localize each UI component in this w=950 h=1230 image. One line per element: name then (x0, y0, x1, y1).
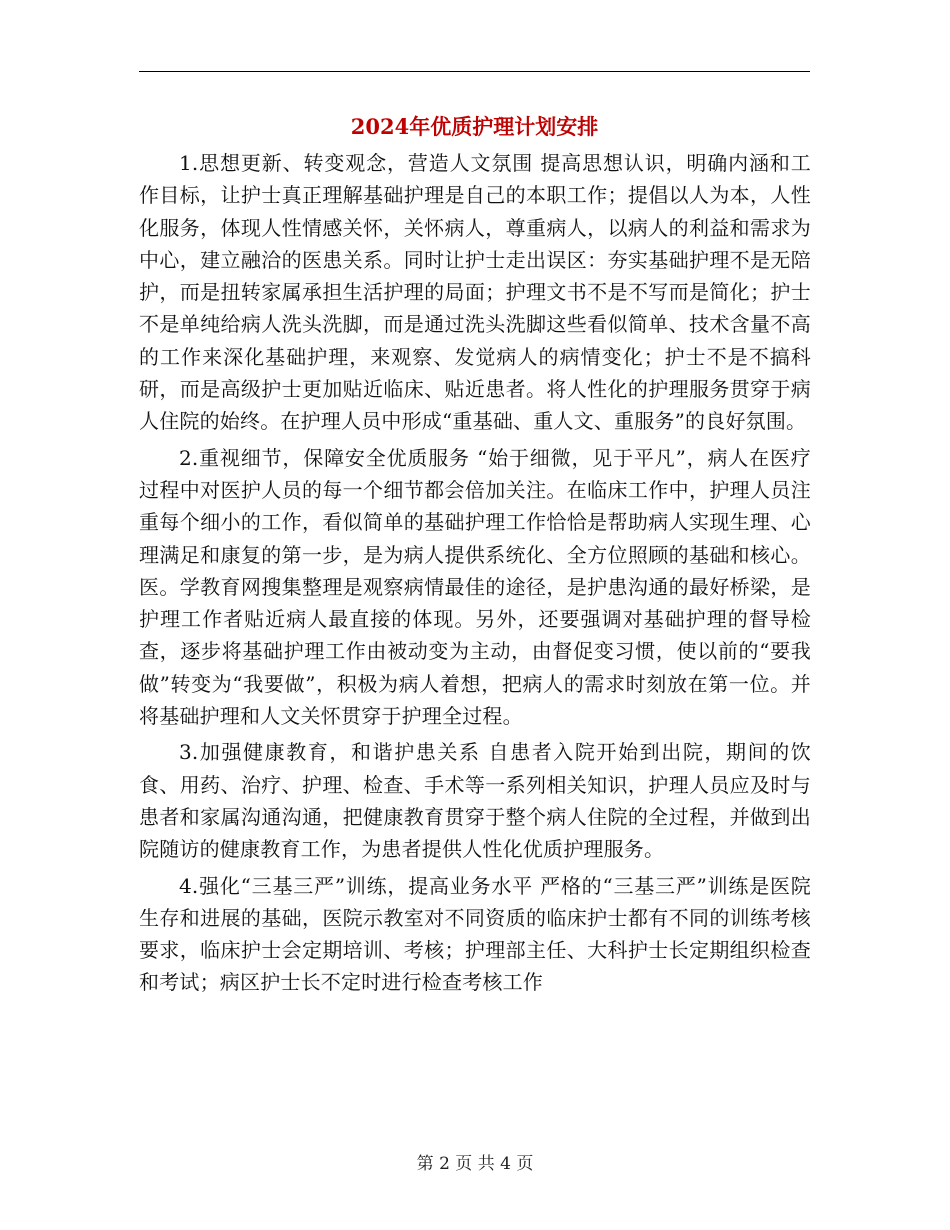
paragraph-1: 1.思想更新、转变观念，营造人文氛围 提高思想认识，明确内涵和工作目标，让护士真正理解基础护理是自己的本职工作；提倡以人为本，人性化服务，体现人性情感关怀，关怀病人，尊重病人，以病人的利益和需求为中心，建立融洽的医患关系。同时让护士走出误区：夯实基础护理不是无陪护，而是扭转家属承担生活护理的局面；护理文书不是不写而是简化；护士不是单纯给病人洗头洗脚，而是通过洗头洗脚这些看似简单、技术含量不高的工作来深化基础护理，来观察、发觉病人的病情变化；护士不是不搞科研，而是高级护士更加贴近临床、贴近患者。将人性化的护理服务贯穿于病人住院的始终。在护理人员中形成“重基础、重人文、重服务”的良好氛围。 (139, 151, 811, 434)
header-rule (139, 71, 810, 72)
paragraph-2: 2.重视细节，保障安全优质服务 “始于细微，见于平凡”，病人在医疗过程中对医护人员的每一个细节都会倍加关注。在临床工作中，护理人员注重每个细小的工作，看似简单的基础护理工作恰恰是帮助病人实现生理、心理满足和康复的第一步，是为病人提供系统化、全方位照顾的基础和核心。医。学教育网搜集整理是观察病情最佳的途径，是护患沟通的最好桥梁，是护理工作者贴近病人最直接的体现。另外，还要强调对基础护理的督导检查，逐步将基础护理工作由被动变为主动，由督促变习惯，使以前的“要我做”转变为“我要做”，积极为病人着想，把病人的需求时刻放在第一位。并将基础护理和人文关怀贯穿于护理全过程。 (139, 445, 811, 729)
document-body (139, 147, 811, 999)
page-number-footer: 第 2 页 共 4 页 (416, 1154, 534, 1174)
document-title: 2024年优质护理计划安排 (350, 114, 599, 139)
paragraph-3: 3.加强健康教育，和谐护患关系 自患者入院开始到出院，期间的饮食、用药、治疗、护理、检查、手术等一系列相关知识，护理人员应及时与患者和家属沟通沟通，把健康教育贯穿于整个病人住院的全过程，并做到出院随访的健康教育工作，为患者提供人性化优质护理服务。 (139, 740, 811, 862)
paragraph-4: 4.强化“三基三严”训练，提高业务水平 严格的“三基三严”训练是医院生存和进展的基础，医院示教室对不同资质的临床护士都有不同的训练考核要求，临床护士会定期培训、考核；护理部主任、大科护士长定期组织检查和考试；病区护士长不定时进行检查考核工作 (139, 873, 811, 995)
